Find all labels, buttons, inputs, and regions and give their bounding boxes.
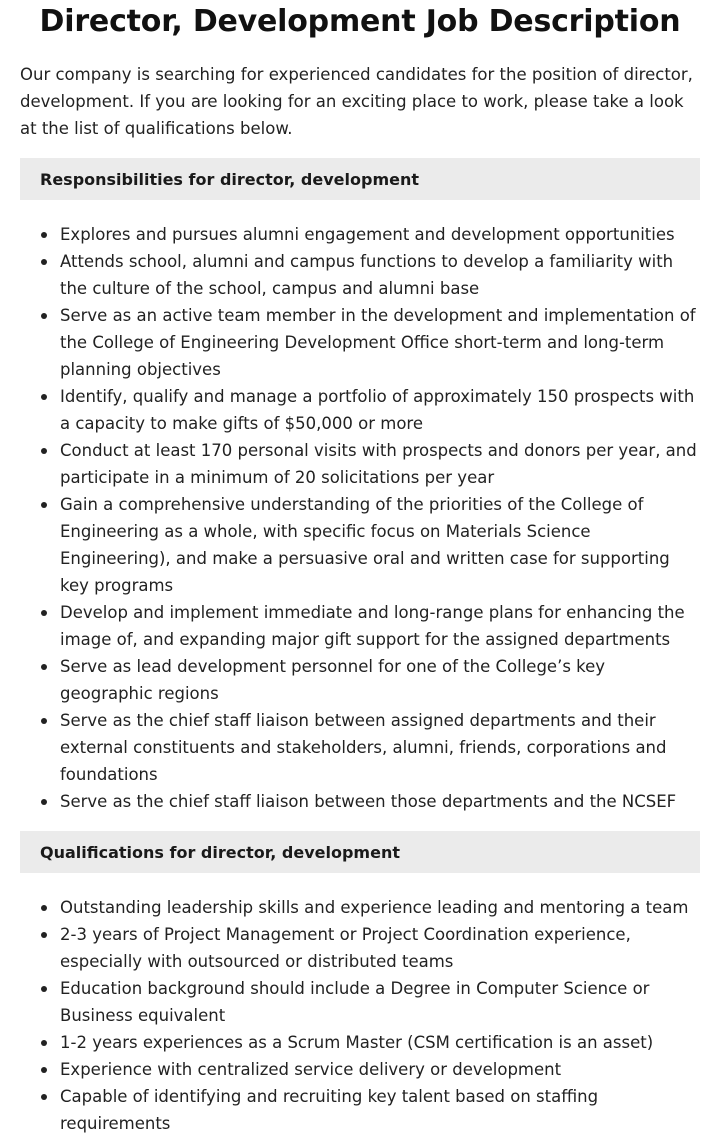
- responsibilities-list: [20, 221, 700, 815]
- intro-paragraph: Our company is searching for experienced candidates for the position of director, development. If you are looking for an exciting place to work, please take a look at the list of qualifications below.: [20, 65, 693, 138]
- responsibilities-heading: Responsibilities for director, development: [40, 169, 420, 189]
- list-item: Education background should include a Degree in Computer Science or Business equivalent: [20, 975, 700, 1029]
- list-item: Outstanding leadership skills and experience leading and mentoring a team: [20, 894, 700, 921]
- responsibilities-header: [20, 158, 700, 200]
- qualifications-heading: Qualifications for director, development: [40, 842, 400, 862]
- list-item: Experience with centralized service delivery or development: [20, 1056, 700, 1083]
- list-item: Serve as lead development personnel for one of the College’s key geographic regions: [20, 653, 700, 707]
- list-item: Serve as the chief staff liaison between assigned departments and their external constituents and stakeholders, alumni, friends, corporations and foundations: [20, 707, 700, 788]
- list-item: Develop and implement immediate and long-range plans for enhancing the image of, and expanding major gift support for the assigned departments: [20, 599, 700, 653]
- list-item: Explores and pursues alumni engagement and development opportunities: [20, 221, 700, 248]
- qualifications-header: [20, 831, 700, 873]
- list-item: Conduct at least 170 personal visits with prospects and donors per year, and participate in a minimum of 20 solicitations per year: [20, 437, 700, 491]
- list-item: 1-2 years experiences as a Scrum Master (CSM certification is an asset): [20, 1029, 700, 1056]
- list-item: Attends school, alumni and campus functions to develop a familiarity with the culture of the school, campus and alumni base: [20, 248, 700, 302]
- list-item: 2-3 years of Project Management or Project Coordination experience, especially with outsourced or distributed teams: [20, 921, 700, 975]
- list-item: Serve as the chief staff liaison between those departments and the NCSEF: [20, 788, 700, 815]
- list-item: Identify, qualify and manage a portfolio of approximately 150 prospects with a capacity to make gifts of $50,000 or more: [20, 383, 700, 437]
- list-item: Capable of identifying and recruiting key talent based on staffing requirements: [20, 1083, 700, 1137]
- list-item: Serve as an active team member in the development and implementation of the College of Engineering Development Office short-term and long-term planning objectives: [20, 302, 700, 383]
- list-item: Gain a comprehensive understanding of the priorities of the College of Engineering as a whole, with specific focus on Materials Science Engineering), and make a persuasive oral and written case for supporting key programs: [20, 491, 700, 599]
- page-title: Director, Development Job Description: [39, 4, 681, 39]
- qualifications-list: [20, 894, 700, 1137]
